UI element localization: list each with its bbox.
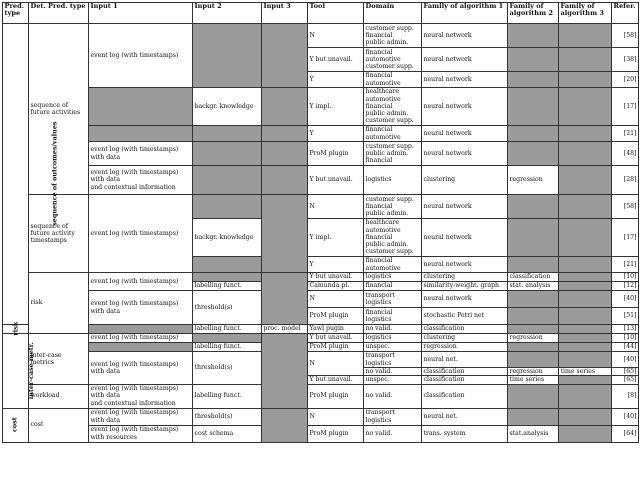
table-row [3,325,639,334]
table-row [3,273,639,282]
empty-cell [559,376,612,384]
empty-cell [508,291,559,308]
tool-cell: ProM plugin [308,343,364,352]
ref-cell: [40] [612,352,639,368]
tool-cell: Y but unavail. [308,334,364,343]
empty-cell [508,88,559,126]
table-row [3,142,639,166]
empty-cell [559,88,612,126]
input2-cell: backgr. knowledge [193,88,262,126]
domain-cell: healthcare automotive financial public admin. customer supp. [364,88,422,126]
family1-cell: neural network [422,72,508,88]
input2-cell: labelling funct. [193,282,262,291]
domain-cell: no valid. [364,325,422,334]
empty-cell [559,425,612,442]
input1-cell: event log (with timestamps) with data [89,408,193,425]
domain-cell: financial automotive [364,126,422,142]
tool-cell: N [308,408,364,425]
domain-cell: financial logistics [364,308,422,325]
empty-cell [508,72,559,88]
domain-cell: transport logistics [364,291,422,308]
ref-cell: [51] [612,308,639,325]
tool-cell: Y [308,126,364,142]
family2-cell: regression [508,166,559,195]
empty-cell [508,408,559,425]
family1-cell: neural net. [422,408,508,425]
empty-cell [193,126,262,142]
empty-cell [193,166,262,195]
tool-cell: Y but unavail. [308,273,364,282]
empty-cell [89,325,193,334]
ref-cell: [12] [612,282,639,291]
tool-cell: Y but unavail. [308,48,364,72]
tool-cell: Y impl. [308,88,364,126]
empty-cell [262,166,308,195]
input3-cell: proc. model [262,325,308,334]
family1-cell: neural network [422,291,508,308]
header-pred-type: Pred. type [3,3,29,24]
input1-cell: event log (with timestamps) with data [89,291,193,325]
empty-cell [262,88,308,126]
domain-cell: financial [364,282,422,291]
ref-cell: [10] [612,334,639,343]
tool-cell: Y but unavail. [308,376,364,384]
empty-cell [508,308,559,325]
ref-cell: [58] [612,195,639,219]
family1-cell: neural network [422,126,508,142]
domain-cell: unspec. [364,343,422,352]
empty-cell [508,257,559,273]
empty-cell [89,126,193,142]
table-row [3,88,639,126]
empty-cell [262,273,308,325]
header-domain: Domain [364,3,422,24]
family1-cell: clustering [422,273,508,282]
det-future-activities: sequence of future activities [29,24,89,195]
family2-cell: classification [508,273,559,282]
empty-cell [559,334,612,343]
header-input-3: Input 3 [262,3,308,24]
family1-cell: clustering [422,334,508,343]
empty-cell [262,126,308,142]
tool-cell: ProM plugin [308,425,364,442]
header-input-2: Input 2 [193,3,262,24]
family2-cell: time series [508,376,559,384]
domain-cell: financial automotive [364,72,422,88]
empty-cell [262,142,308,166]
empty-cell [508,384,559,408]
input2-cell: threshold(s) [193,352,262,385]
family2-cell: stat. analysis [508,282,559,291]
domain-cell: financial automotive customer supp. [364,48,422,72]
empty-cell [193,257,262,273]
empty-cell [559,142,612,166]
domain-cell: financial automotive [364,257,422,273]
table-row [3,425,639,442]
empty-cell [89,88,193,126]
tool-cell: N [308,291,364,308]
ref-cell: [17] [612,219,639,257]
empty-cell [508,142,559,166]
input2-cell: labelling funct. [193,325,262,334]
input1-cell: event log (with timestamps) with data [89,142,193,166]
tool-cell: Y [308,72,364,88]
table-row [3,126,639,142]
family1-cell: regression [422,343,508,352]
domain-cell: customer supp. public admin. financial [364,142,422,166]
empty-cell [559,273,612,282]
empty-cell [508,325,559,334]
comparison-table [2,2,639,443]
empty-cell [559,126,612,142]
header-tool: Tool [308,3,364,24]
category-sequence: sequence of outcomes/values [3,24,29,325]
empty-cell [508,24,559,48]
domain-cell: no valid. [364,425,422,442]
empty-cell [559,352,612,368]
empty-cell [508,195,559,219]
empty-cell [559,343,612,352]
input2-cell: labelling funct. [193,384,262,408]
family1-cell: similarity-weight. graph [422,282,508,291]
family1-cell: neural network [422,88,508,126]
category-cost: cost [3,408,29,442]
tool-cell: ProM plugin [308,142,364,166]
input1-cell: event log (with timestamps) [89,24,193,88]
ref-cell: [38] [612,48,639,72]
table-row [3,195,639,219]
header-family-3: Family of algorithm 3 [559,3,612,24]
tool-cell: N [308,24,364,48]
tool-cell: ProM plugin [308,384,364,408]
ref-cell: [17] [612,88,639,126]
domain-cell: transport logistics [364,408,422,425]
comparison-table-page [2,2,638,494]
domain-cell: no valid. [364,368,422,376]
input2-cell: threshold(s) [193,291,262,325]
empty-cell [508,219,559,257]
det-future-timestamps: sequence of future activity timestamps [29,195,89,273]
family1-cell: neural net. [422,352,508,368]
family1-cell: neural network [422,24,508,48]
empty-cell [193,334,262,343]
empty-cell [559,384,612,408]
input1-cell: event log (with timestamps) [89,334,193,343]
ref-cell: [48] [612,142,639,166]
family1-cell: trans. system [422,425,508,442]
empty-cell [559,72,612,88]
empty-cell [559,166,612,195]
domain-cell: logistics [364,273,422,282]
input1-cell: event log (with timestamps) with resources [89,425,193,442]
empty-cell [508,343,559,352]
det-cost: cost [29,408,89,442]
domain-cell: logistics [364,334,422,343]
ref-cell: [65] [612,368,639,376]
empty-cell [559,195,612,219]
ref-cell: [40] [612,408,639,425]
empty-cell [559,308,612,325]
header-refer: Refer. [612,3,639,24]
input1-cell: event log (with timestamps) [89,195,193,273]
ref-cell: [21] [612,126,639,142]
empty-cell [262,24,308,88]
ref-cell: [13] [612,325,639,334]
family1-cell: clustering [422,166,508,195]
empty-cell [89,343,193,352]
empty-cell [193,273,262,282]
det-workload: workload [29,384,89,408]
header-row [3,3,639,24]
empty-cell [559,291,612,308]
category-intercase: inter-case metr. [3,334,29,409]
header-input-1: Input 1 [89,3,193,24]
tool-cell: ProM plugin [308,308,364,325]
empty-cell [559,48,612,72]
family1-cell: stochastic Petri net [422,308,508,325]
det-intercase-metrics: inter-case metrics [29,334,89,385]
family1-cell: classification [422,325,508,334]
ref-cell: [44] [612,343,639,352]
tool-cell: Y but unavail. [308,166,364,195]
empty-cell [559,219,612,257]
domain-cell: no valid. [364,384,422,408]
domain-cell: customer supp. financial public admin. [364,195,422,219]
tool-cell: Yawl pugin [308,325,364,334]
ref-cell: [21] [612,257,639,273]
table-row [3,352,639,368]
ref-cell: [64] [612,425,639,442]
family1-cell: neural network [422,219,508,257]
ref-cell: [40] [612,291,639,308]
input2-cell: labelling funct. [193,343,262,352]
family1-cell: classification [422,384,508,408]
category-risk: risk [3,325,29,334]
input1-cell: event log (with timestamps) with data [89,352,193,385]
family1-cell: classification [422,368,508,376]
empty-cell [559,408,612,425]
domain-cell: customer supp. financial public admin. [364,24,422,48]
empty-cell [508,48,559,72]
ref-cell: [20] [612,72,639,88]
det-risk: risk [29,273,89,334]
input1-cell: event log (with timestamps) with data and contextual information [89,384,193,408]
family1-cell: neural network [422,257,508,273]
ref-cell: [8] [612,384,639,408]
tool-cell: Y impl. [308,219,364,257]
empty-cell [193,24,262,88]
input1-cell: event log (with timestamps) with data and contextual information [89,166,193,195]
table-row [3,291,639,308]
empty-cell [193,195,262,219]
domain-cell: healthcare automotive financial public admin. customer supp. [364,219,422,257]
ref-cell: [10] [612,273,639,282]
table-row [3,334,639,343]
family2-cell: regression [508,334,559,343]
empty-cell [193,142,262,166]
input2-cell: threshold(s) [193,408,262,425]
header-det-pred-type: Det. Pred. type [29,3,89,24]
family1-cell: neural network [422,48,508,72]
empty-cell [508,352,559,368]
ref-cell: [65] [612,376,639,384]
empty-cell [559,325,612,334]
empty-cell [508,126,559,142]
input2-cell: cost schema [193,425,262,442]
table-row [3,166,639,195]
family1-cell: neural network [422,142,508,166]
tool-cell: Y [308,257,364,273]
domain-cell: unspec. [364,376,422,384]
header-family-2: Family of algorithm 2 [508,3,559,24]
table-row [3,343,639,352]
table-row [3,384,639,408]
input2-cell: backgr. knowledge [193,219,262,257]
table-row [3,24,639,48]
family3-cell: time series [559,368,612,376]
header-family-1: Family of algorithm 1 [422,3,508,24]
family2-cell: regression [508,368,559,376]
empty-cell [262,334,308,409]
table-row [3,408,639,425]
ref-cell: [28] [612,166,639,195]
empty-cell [262,408,308,442]
empty-cell [262,195,308,273]
tool-cell: N [308,352,364,376]
empty-cell [559,257,612,273]
domain-cell: logistics [364,166,422,195]
family1-cell: classification [422,376,508,384]
ref-cell: [58] [612,24,639,48]
tool-cell: Camunda pl. [308,282,364,291]
domain-cell: transport logistics [364,352,422,368]
empty-cell [559,282,612,291]
family2-cell: stat.analysis [508,425,559,442]
family1-cell: neural network [422,195,508,219]
input1-cell: event log (with timestamps) [89,273,193,291]
empty-cell [559,24,612,48]
tool-cell: N [308,195,364,219]
